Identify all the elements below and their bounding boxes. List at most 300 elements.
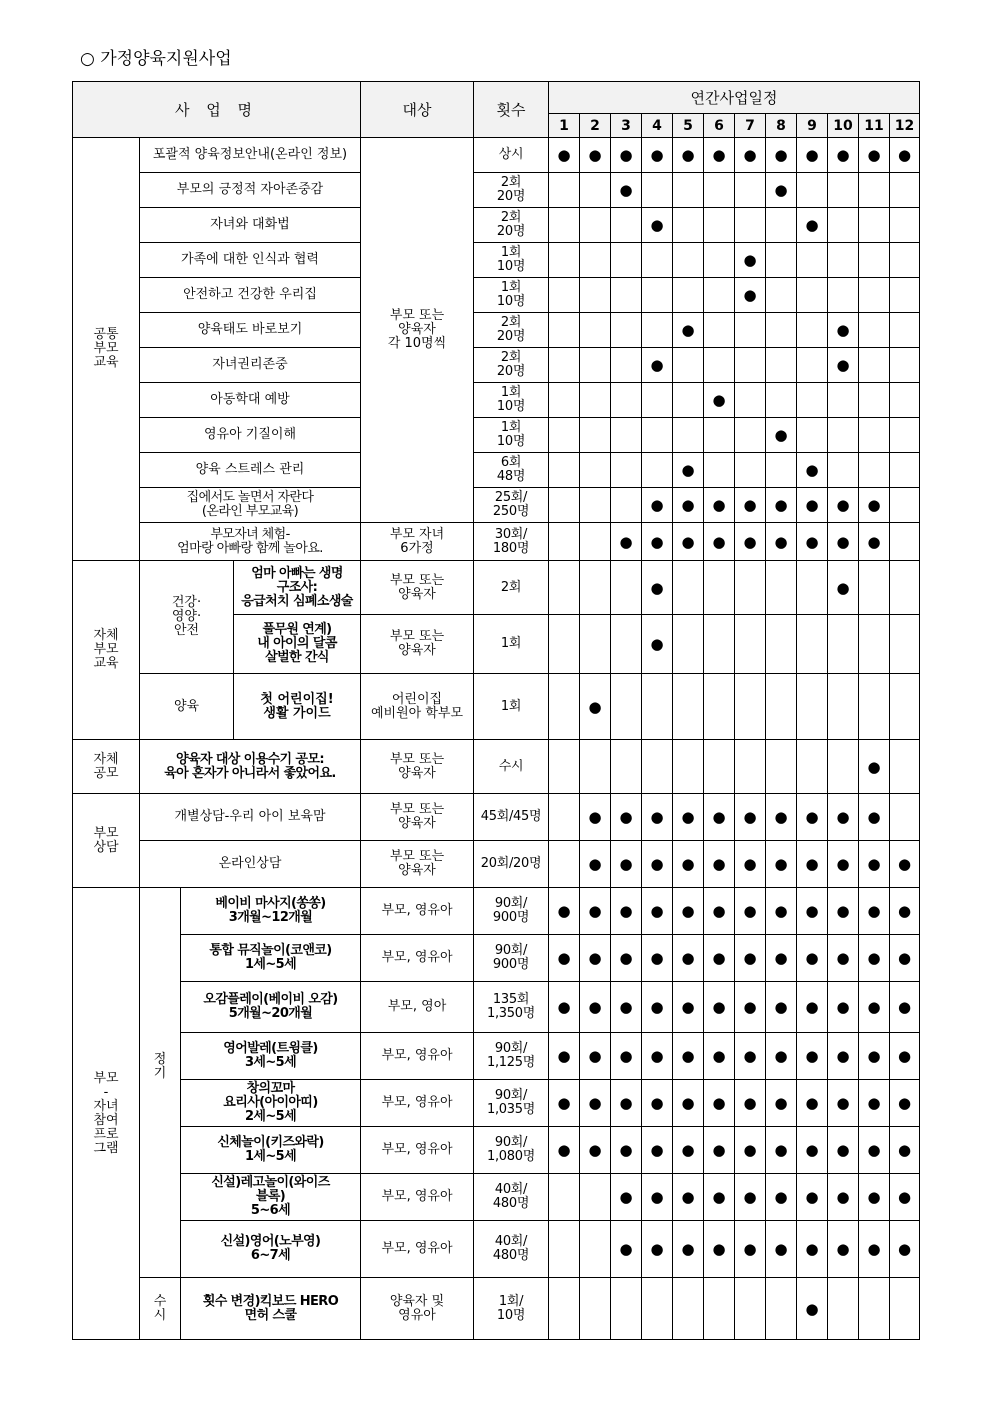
schedule-empty [735,453,766,488]
header-target: 대상 [361,82,474,138]
schedule-empty [580,208,611,243]
schedule-dot: ● [549,888,580,935]
schedule-empty [828,278,859,313]
schedule-empty [735,348,766,383]
program-name: 신설)영어(노부영) 6~7세 [181,1221,361,1278]
schedule-dot: ● [890,1221,920,1278]
schedule-empty [797,561,828,615]
schedule-dot: ● [673,982,704,1033]
session-count: 20회/20명 [474,841,549,888]
table-row [73,278,920,313]
schedule-empty [890,561,920,615]
schedule-dot: ● [890,982,920,1033]
program-name: 자녀와 대화법 [140,208,361,243]
schedule-empty [766,278,797,313]
schedule-empty [611,278,642,313]
schedule-dot: ● [797,488,828,523]
schedule-dot: ● [642,841,673,888]
schedule-empty [611,615,642,674]
schedule-empty [735,674,766,740]
schedule-empty [890,453,920,488]
schedule-empty [828,1278,859,1340]
session-count: 90회/ 1,125명 [474,1033,549,1080]
schedule-dot: ● [549,1127,580,1174]
schedule-empty [890,383,920,418]
schedule-dot: ● [580,1080,611,1127]
target: 부모 또는 양육자 [361,615,474,674]
table-row [73,488,920,523]
schedule-dot: ● [642,1127,673,1174]
schedule-empty [642,278,673,313]
schedule-dot: ● [735,888,766,935]
header-count: 횟수 [474,82,549,138]
program-name: 영어발레(트윙클) 3세~5세 [181,1033,361,1080]
schedule-empty [797,674,828,740]
schedule-empty [611,488,642,523]
schedule-dot: ● [673,453,704,488]
table-row [73,561,920,615]
schedule-empty [828,453,859,488]
schedule-dot: ● [859,138,890,173]
program-name: 집에서도 놀면서 자란다 (온라인 부모교육) [140,488,361,523]
schedule-dot: ● [704,383,735,418]
schedule-empty [797,278,828,313]
schedule-dot: ● [580,935,611,982]
table-row [73,313,920,348]
schedule-empty [828,615,859,674]
schedule-dot: ● [797,1174,828,1221]
schedule-empty [580,278,611,313]
schedule-dot: ● [766,982,797,1033]
schedule-empty [673,173,704,208]
schedule-empty [859,243,890,278]
schedule-dot: ● [673,1127,704,1174]
schedule-dot: ● [704,138,735,173]
schedule-dot: ● [735,488,766,523]
schedule-dot: ● [797,1033,828,1080]
schedule-dot: ● [890,1174,920,1221]
schedule-empty [766,561,797,615]
session-count: 90회/ 900명 [474,888,549,935]
schedule-empty [673,383,704,418]
session-count: 2회 20명 [474,208,549,243]
table-row [73,1080,920,1127]
schedule-empty [766,674,797,740]
schedule-dot: ● [766,488,797,523]
month-header-1: 1 [549,114,580,138]
schedule-dot: ● [797,982,828,1033]
schedule-dot: ● [828,561,859,615]
program-name: 양육 스트레스 관리 [140,453,361,488]
schedule-dot: ● [735,1221,766,1278]
schedule-empty [580,243,611,278]
session-count: 2회 20명 [474,348,549,383]
schedule-empty [890,208,920,243]
schedule-dot: ● [673,1221,704,1278]
schedule-dot: ● [766,523,797,561]
schedule-dot: ● [611,982,642,1033]
schedule-dot: ● [673,1080,704,1127]
schedule-dot: ● [766,418,797,453]
schedule-empty [859,561,890,615]
schedule-dot: ● [766,1080,797,1127]
schedule-empty [673,1278,704,1340]
schedule-dot: ● [673,888,704,935]
schedule-empty [890,523,920,561]
schedule-empty [890,348,920,383]
schedule-empty [828,674,859,740]
schedule-empty [890,173,920,208]
program-name: 가족에 대한 인식과 협력 [140,243,361,278]
schedule-dot: ● [611,1174,642,1221]
program-name: 영유아 기질이해 [140,418,361,453]
schedule-empty [580,1174,611,1221]
program-name: 개별상담-우리 아이 보육맘 [140,794,361,841]
schedule-empty [797,173,828,208]
schedule-dot: ● [611,888,642,935]
schedule-dot: ● [828,1127,859,1174]
schedule-empty [549,243,580,278]
schedule-empty [890,418,920,453]
schedule-empty [549,418,580,453]
session-count: 135회 1,350명 [474,982,549,1033]
target: 부모, 영유아 [361,1080,474,1127]
schedule-empty [704,740,735,794]
schedule-empty [549,1278,580,1340]
schedule-dot: ● [580,888,611,935]
program-name: 신체놀이(키즈와락) 1세~5세 [181,1127,361,1174]
schedule-dot: ● [580,674,611,740]
month-header-2: 2 [580,114,611,138]
schedule-empty [766,208,797,243]
schedule-dot: ● [611,794,642,841]
schedule-dot: ● [828,935,859,982]
target: 부모 또는 양육자 [361,561,474,615]
schedule-empty [828,243,859,278]
schedule-dot: ● [642,794,673,841]
program-name: 부모자녀 체험- 엄마랑 아빠랑 함께 놀아요. [140,523,361,561]
schedule-dot: ● [549,1033,580,1080]
schedule-dot: ● [704,888,735,935]
schedule-empty [766,740,797,794]
month-header-10: 10 [828,114,859,138]
schedule-empty [704,418,735,453]
schedule-dot: ● [642,982,673,1033]
schedule-dot: ● [642,138,673,173]
schedule-dot: ● [704,841,735,888]
table-row [73,982,920,1033]
schedule-empty [890,1278,920,1340]
table-row [73,453,920,488]
schedule-empty [549,383,580,418]
schedule-empty [859,173,890,208]
subgroup-parenting: 양육 [140,674,234,740]
schedule-empty [766,243,797,278]
schedule-empty [704,348,735,383]
schedule-dot: ● [797,1221,828,1278]
schedule-empty [859,418,890,453]
schedule-empty [735,418,766,453]
schedule-dot: ● [735,1127,766,1174]
target: 부모, 영유아 [361,1221,474,1278]
session-count: 30회/ 180명 [474,523,549,561]
schedule-dot: ● [611,935,642,982]
session-count: 1회 10명 [474,278,549,313]
schedule-dot: ● [611,1080,642,1127]
schedule-dot: ● [859,935,890,982]
schedule-empty [549,674,580,740]
schedule-empty [859,383,890,418]
session-count: 1회 10명 [474,383,549,418]
schedule-empty [580,348,611,383]
target: 부모 자녀 6가정 [361,523,474,561]
schedule-empty [549,523,580,561]
schedule-dot: ● [611,1127,642,1174]
schedule-empty [673,243,704,278]
schedule-dot: ● [859,740,890,794]
schedule-empty [704,208,735,243]
schedule-empty [642,313,673,348]
schedule-dot: ● [642,523,673,561]
schedule-dot: ● [859,1080,890,1127]
table-row [73,1221,920,1278]
session-count: 상시 [474,138,549,173]
schedule-dot: ● [611,138,642,173]
table-row [73,935,920,982]
program-name: 자녀권리존중 [140,348,361,383]
session-count: 1회 [474,615,549,674]
header-program: 사 업 명 [73,82,361,138]
table-row [73,1127,920,1174]
schedule-dot: ● [611,173,642,208]
program-name: 신설)레고놀이(와이즈 블록) 5~6세 [181,1174,361,1221]
month-header-9: 9 [797,114,828,138]
schedule-dot: ● [642,935,673,982]
schedule-dot: ● [890,1127,920,1174]
target: 어린이집 예비원아 학부모 [361,674,474,740]
schedule-empty [549,348,580,383]
schedule-dot: ● [828,888,859,935]
schedule-dot: ● [642,1174,673,1221]
schedule-dot: ● [797,453,828,488]
group-parent-counsel: 부모 상담 [73,794,140,888]
schedule-empty [673,561,704,615]
schedule-empty [549,208,580,243]
schedule-empty [890,615,920,674]
schedule-empty [797,383,828,418]
section-title: ○ 가정양육지원사업 [80,49,232,69]
table-row [73,348,920,383]
schedule-empty [890,794,920,841]
schedule-dot: ● [735,841,766,888]
schedule-empty [797,418,828,453]
schedule-empty [580,740,611,794]
month-header-12: 12 [890,114,920,138]
schedule-empty [580,615,611,674]
schedule-empty [642,1278,673,1340]
table-row [73,418,920,453]
schedule-empty [642,674,673,740]
schedule-empty [859,453,890,488]
schedule-dot: ● [673,794,704,841]
program-name: 양육태도 바로보기 [140,313,361,348]
schedule-empty [859,615,890,674]
session-count: 90회/ 900명 [474,935,549,982]
group-self-education: 자체 부모 교육 [73,561,140,740]
schedule-dot: ● [766,935,797,982]
schedule-empty [704,561,735,615]
month-header-11: 11 [859,114,890,138]
schedule-dot: ● [890,841,920,888]
schedule-dot: ● [704,1127,735,1174]
schedule-empty [859,674,890,740]
target: 부모 또는 양육자 [361,794,474,841]
schedule-empty [859,313,890,348]
schedule-dot: ● [766,841,797,888]
session-count: 2회 [474,561,549,615]
schedule-empty [704,243,735,278]
schedule-dot: ● [673,841,704,888]
schedule-empty [828,383,859,418]
schedule-dot: ● [828,523,859,561]
schedule-empty [580,313,611,348]
schedule-dot: ● [704,982,735,1033]
table-row [73,794,920,841]
schedule-empty [735,208,766,243]
schedule-dot: ● [766,173,797,208]
schedule-empty [673,740,704,794]
month-header-4: 4 [642,114,673,138]
schedule-empty [673,674,704,740]
schedule-empty [797,615,828,674]
schedule-empty [797,243,828,278]
schedule-empty [673,348,704,383]
schedule-dot: ● [859,841,890,888]
program-name: 오감플레이(베이비 오감) 5개월~20개월 [181,982,361,1033]
table-row [73,208,920,243]
schedule-empty [642,418,673,453]
schedule-dot: ● [611,1221,642,1278]
table-row [73,740,920,794]
schedule-dot: ● [828,348,859,383]
table-row [73,1174,920,1221]
schedule-dot: ● [828,1033,859,1080]
schedule-dot: ● [859,523,890,561]
schedule-dot: ● [611,841,642,888]
schedule-dot: ● [580,1127,611,1174]
month-header-3: 3 [611,114,642,138]
schedule-empty [580,1221,611,1278]
schedule-empty [611,243,642,278]
schedule-empty [580,523,611,561]
schedule-empty [797,313,828,348]
schedule-empty [580,418,611,453]
schedule-dot: ● [890,888,920,935]
schedule-dot: ● [735,1033,766,1080]
schedule-empty [766,313,797,348]
schedule-dot: ● [828,138,859,173]
schedule-empty [549,173,580,208]
session-count: 6회 48명 [474,453,549,488]
schedule-empty [828,740,859,794]
table-row [73,1033,920,1080]
schedule-dot: ● [580,982,611,1033]
schedule-dot: ● [673,935,704,982]
schedule-empty [735,173,766,208]
schedule-empty [549,615,580,674]
schedule-empty [890,313,920,348]
schedule-dot: ● [642,888,673,935]
schedule-empty [549,278,580,313]
schedule-empty [642,383,673,418]
schedule-dot: ● [828,841,859,888]
schedule-dot: ● [549,935,580,982]
schedule-dot: ● [704,1174,735,1221]
schedule-dot: ● [828,1080,859,1127]
schedule-dot: ● [642,348,673,383]
schedule-dot: ● [859,794,890,841]
schedule-empty [890,243,920,278]
session-count: 90회/ 1,035명 [474,1080,549,1127]
schedule-empty [642,740,673,794]
schedule-dot: ● [828,1174,859,1221]
schedule-dot: ● [642,488,673,523]
schedule-empty [580,1278,611,1340]
schedule-empty [704,615,735,674]
schedule-dot: ● [704,935,735,982]
schedule-dot: ● [549,138,580,173]
schedule-dot: ● [735,1174,766,1221]
table-row [73,243,920,278]
schedule-dot: ● [642,615,673,674]
schedule-empty [642,243,673,278]
session-count: 2회 20명 [474,313,549,348]
schedule-empty [766,453,797,488]
schedule-dot: ● [766,1127,797,1174]
program-name: 통합 뮤직놀이(코앤코) 1세~5세 [181,935,361,982]
schedule-empty [766,348,797,383]
schedule-dot: ● [704,1221,735,1278]
schedule-empty [704,173,735,208]
program-name: 첫 어린이집! 생활 가이드 [234,674,361,740]
schedule-dot: ● [673,1033,704,1080]
schedule-empty [673,615,704,674]
schedule-dot: ● [766,1221,797,1278]
session-count: 90회/ 1,080명 [474,1127,549,1174]
schedule-empty [549,488,580,523]
subgroup-anytime: 수 시 [140,1278,181,1340]
schedule-dot: ● [549,1080,580,1127]
schedule-dot: ● [735,138,766,173]
schedule-dot: ● [766,1174,797,1221]
schedule-empty [549,561,580,615]
schedule-empty [735,615,766,674]
schedule-empty [673,208,704,243]
schedule-empty [735,313,766,348]
schedule-dot: ● [890,1080,920,1127]
schedule-empty [611,208,642,243]
schedule-dot: ● [859,1221,890,1278]
schedule-empty [549,740,580,794]
schedule-empty [890,674,920,740]
schedule-dot: ● [735,1080,766,1127]
program-name: 베이비 마사지(쏭쏭) 3개월~12개월 [181,888,361,935]
session-count: 1회/ 10명 [474,1278,549,1340]
schedule-dot: ● [673,313,704,348]
schedule-empty [797,348,828,383]
session-count: 1회 10명 [474,243,549,278]
schedule-empty [673,418,704,453]
